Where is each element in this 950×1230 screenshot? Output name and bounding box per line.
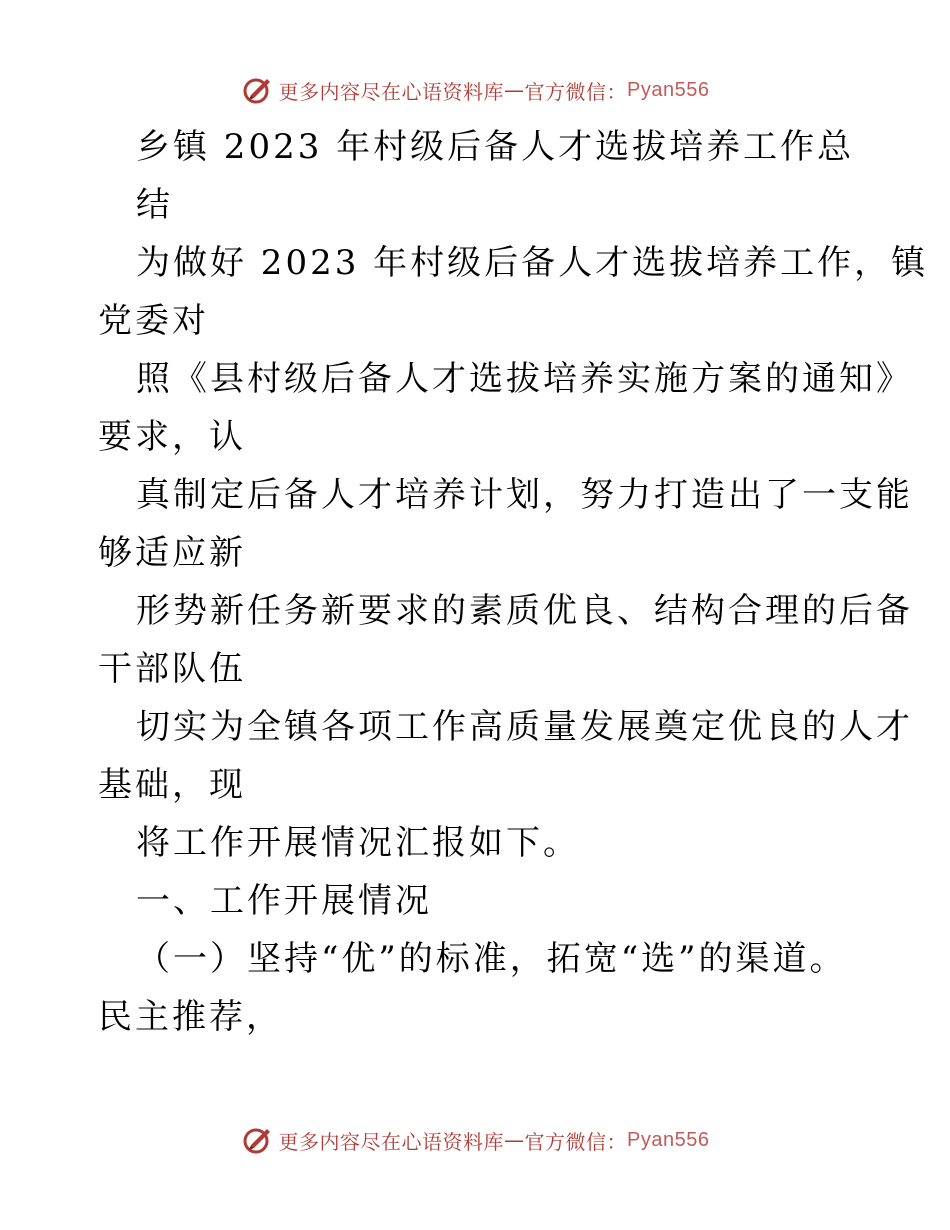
doc-line: 民主推荐， <box>98 997 283 1037</box>
doc-line: 结 <box>136 185 173 225</box>
subsection-heading: （一）坚持“优”的标准，拓宽“选”的渠道。 <box>136 939 847 979</box>
doc-line: 为做好 2023 年村级后备人才选拔培养工作，镇 <box>136 243 929 283</box>
watermark-handle-prefix: 官方微信： <box>524 79 628 104</box>
watermark-text: 更多内容尽在心语资料库 <box>278 79 505 104</box>
doc-line: 党委对 <box>98 301 209 341</box>
doc-line: 要求，认 <box>98 417 246 457</box>
doc-line: 照《县村级后备人才选拔培养实施方案的通知》 <box>136 359 913 399</box>
doc-line: 切实为全镇各项工作高质量发展奠定优良的人才 <box>136 707 913 747</box>
watermark-dash: — <box>504 78 525 102</box>
doc-line: 形势新任务新要求的素质优良、结构合理的后备 <box>136 591 913 631</box>
watermark-handle-prefix: 官方微信： <box>524 1129 628 1154</box>
pen-logo-icon <box>241 73 275 107</box>
doc-line: 将工作开展情况汇报如下。 <box>136 823 580 863</box>
watermark-handle: Pyan556 <box>627 1128 710 1151</box>
watermark-handle: Pyan556 <box>627 78 710 101</box>
pen-logo-icon <box>241 1123 275 1157</box>
footer-watermark <box>0 1120 950 1160</box>
watermark-text: 更多内容尽在心语资料库 <box>278 1129 505 1154</box>
doc-line: 够适应新 <box>98 533 246 573</box>
doc-line: 乡镇 2023 年村级后备人才选拔培养工作总 <box>136 127 855 167</box>
doc-line: 干部队伍 <box>98 649 246 689</box>
doc-line: 基础，现 <box>98 765 246 805</box>
watermark-dash: — <box>504 1128 525 1152</box>
header-watermark <box>0 70 950 110</box>
section-heading: 一、工作开展情况 <box>136 881 432 921</box>
doc-line: 真制定后备人才培养计划，努力打造出了一支能 <box>136 475 913 515</box>
document-body <box>98 118 929 1046</box>
